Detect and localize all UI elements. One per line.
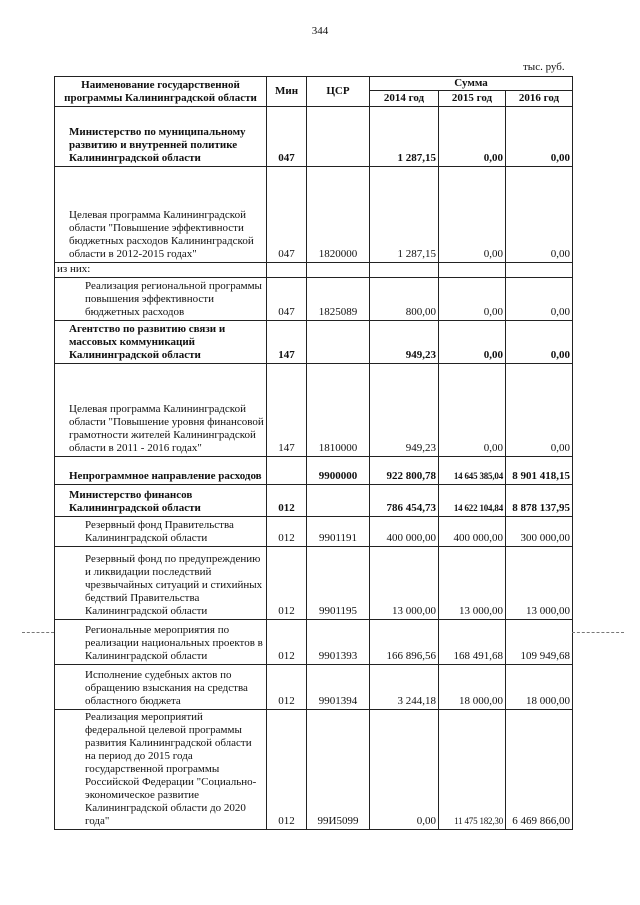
row-csr: 9901191 [307, 517, 370, 547]
table-row [55, 107, 573, 167]
row-csr: 9901393 [307, 620, 370, 665]
row-name: Непрограммное направление расходов [55, 457, 267, 485]
row-2014: 0,00 [370, 710, 439, 830]
row-2016: 300 000,00 [506, 517, 573, 547]
row-2014: 400 000,00 [370, 517, 439, 547]
row-min: 047 [267, 107, 307, 167]
row-2015: 0,00 [439, 364, 506, 457]
row-min: 047 [267, 167, 307, 263]
table-row [55, 710, 573, 830]
row-2014: 166 896,56 [370, 620, 439, 665]
row-2016: 8 901 418,15 [506, 457, 573, 485]
row-min: 047 [267, 278, 307, 321]
row-name: Министерство финансов Калининградской области [55, 485, 267, 517]
row-2016: 0,00 [506, 364, 573, 457]
row-2014: 786 454,73 [370, 485, 439, 517]
header-2014: 2014 год [370, 91, 439, 107]
row-csr [307, 485, 370, 517]
row-min: 012 [267, 620, 307, 665]
row-2014: 949,23 [370, 364, 439, 457]
row-2016: 109 949,68 [506, 620, 573, 665]
row-csr [307, 107, 370, 167]
row-csr: 9900000 [307, 457, 370, 485]
table-row [55, 457, 573, 485]
header-min: Мин [267, 77, 307, 107]
row-2015: 0,00 [439, 107, 506, 167]
row-name: из них: [55, 263, 267, 278]
row-csr: 9901195 [307, 547, 370, 620]
row-2014: 800,00 [370, 278, 439, 321]
header-sum: Сумма [370, 77, 573, 91]
row-2014: 1 287,15 [370, 167, 439, 263]
row-2014: 949,23 [370, 321, 439, 364]
budget-table [54, 76, 573, 830]
row-2014: 3 244,18 [370, 665, 439, 710]
row-csr [307, 321, 370, 364]
row-2015: 0,00 [439, 278, 506, 321]
row-2016: 0,00 [506, 167, 573, 263]
row-2015: 18 000,00 [439, 665, 506, 710]
row-2016: 0,00 [506, 321, 573, 364]
row-min: 012 [267, 710, 307, 830]
row-name: Региональные мероприятия по реализации национальных проектов в Калининградской области [55, 620, 267, 665]
row-name: Резервный фонд Правительства Калининградской области [55, 517, 267, 547]
table-row [55, 263, 573, 278]
row-min: 012 [267, 665, 307, 710]
row-2015: 400 000,00 [439, 517, 506, 547]
row-2015: 14 622 104,84 [439, 485, 506, 517]
row-name: Министерство по муниципальному развитию и внутренней политике Калининградской области [55, 107, 267, 167]
scan-fold-line-left [22, 632, 54, 633]
header-2016: 2016 год [506, 91, 573, 107]
header-2015: 2015 год [439, 91, 506, 107]
table-row [55, 364, 573, 457]
row-min: 012 [267, 547, 307, 620]
table-row [55, 167, 573, 263]
row-2014: 13 000,00 [370, 547, 439, 620]
table-row [55, 665, 573, 710]
unit-label: тыс. руб. [523, 61, 565, 73]
page-number: 344 [311, 25, 329, 37]
row-name: Реализация мероприятий федеральной целевой программы развития Калининградской области на период до 2015 года государственной программы Российской Федерации "Социально-экономическое развитие Калининградской области до 2020 года" [55, 710, 267, 830]
table-row [55, 620, 573, 665]
row-name: Исполнение судебных актов по обращению взыскания на средства областного бюджета [55, 665, 267, 710]
row-2016: 6 469 866,00 [506, 710, 573, 830]
row-name: Целевая программа Калининградской области "Повышение эффективности бюджетных расходов Калининградской области в 2012-2015 годах" [55, 167, 267, 263]
row-csr: 1825089 [307, 278, 370, 321]
row-2016: 18 000,00 [506, 665, 573, 710]
row-2016: 13 000,00 [506, 547, 573, 620]
row-2015: 13 000,00 [439, 547, 506, 620]
row-2015: 0,00 [439, 321, 506, 364]
row-csr: 1810000 [307, 364, 370, 457]
row-name: Целевая программа Калининградской области "Повышение уровня финансовой грамотности жителей Калининградской области в 2011 - 2016 годах" [55, 364, 267, 457]
row-2015: 14 645 385,04 [439, 457, 506, 485]
row-2016: 8 878 137,95 [506, 485, 573, 517]
table-row [55, 321, 573, 364]
row-name: Реализация региональной программы повышения эффективности бюджетных расходов [55, 278, 267, 321]
row-2015: 0,00 [439, 167, 506, 263]
row-min: 012 [267, 517, 307, 547]
table-row [55, 517, 573, 547]
scan-fold-line-right [572, 632, 624, 633]
row-min [267, 457, 307, 485]
row-csr: 9901394 [307, 665, 370, 710]
row-csr: 99И5099 [307, 710, 370, 830]
row-2016: 0,00 [506, 107, 573, 167]
row-name: Резервный фонд по предупреждению и ликвидации последствий чрезвычайных ситуаций и стихийных бедствий Правительства Калининградской области [55, 547, 267, 620]
header-csr: ЦСР [307, 77, 370, 107]
row-2016: 0,00 [506, 278, 573, 321]
header-name: Наименование государственной программы Калининградской области [55, 77, 267, 107]
row-2015: 11 475 182,30 [439, 710, 506, 830]
table-row [55, 278, 573, 321]
table-row [55, 547, 573, 620]
row-name: Агентство по развитию связи и массовых коммуникаций Калининградской области [55, 321, 267, 364]
table-row [55, 485, 573, 517]
row-min: 147 [267, 364, 307, 457]
row-min: 147 [267, 321, 307, 364]
row-2015: 168 491,68 [439, 620, 506, 665]
row-2014: 922 800,78 [370, 457, 439, 485]
row-min: 012 [267, 485, 307, 517]
row-2014: 1 287,15 [370, 107, 439, 167]
row-csr: 1820000 [307, 167, 370, 263]
